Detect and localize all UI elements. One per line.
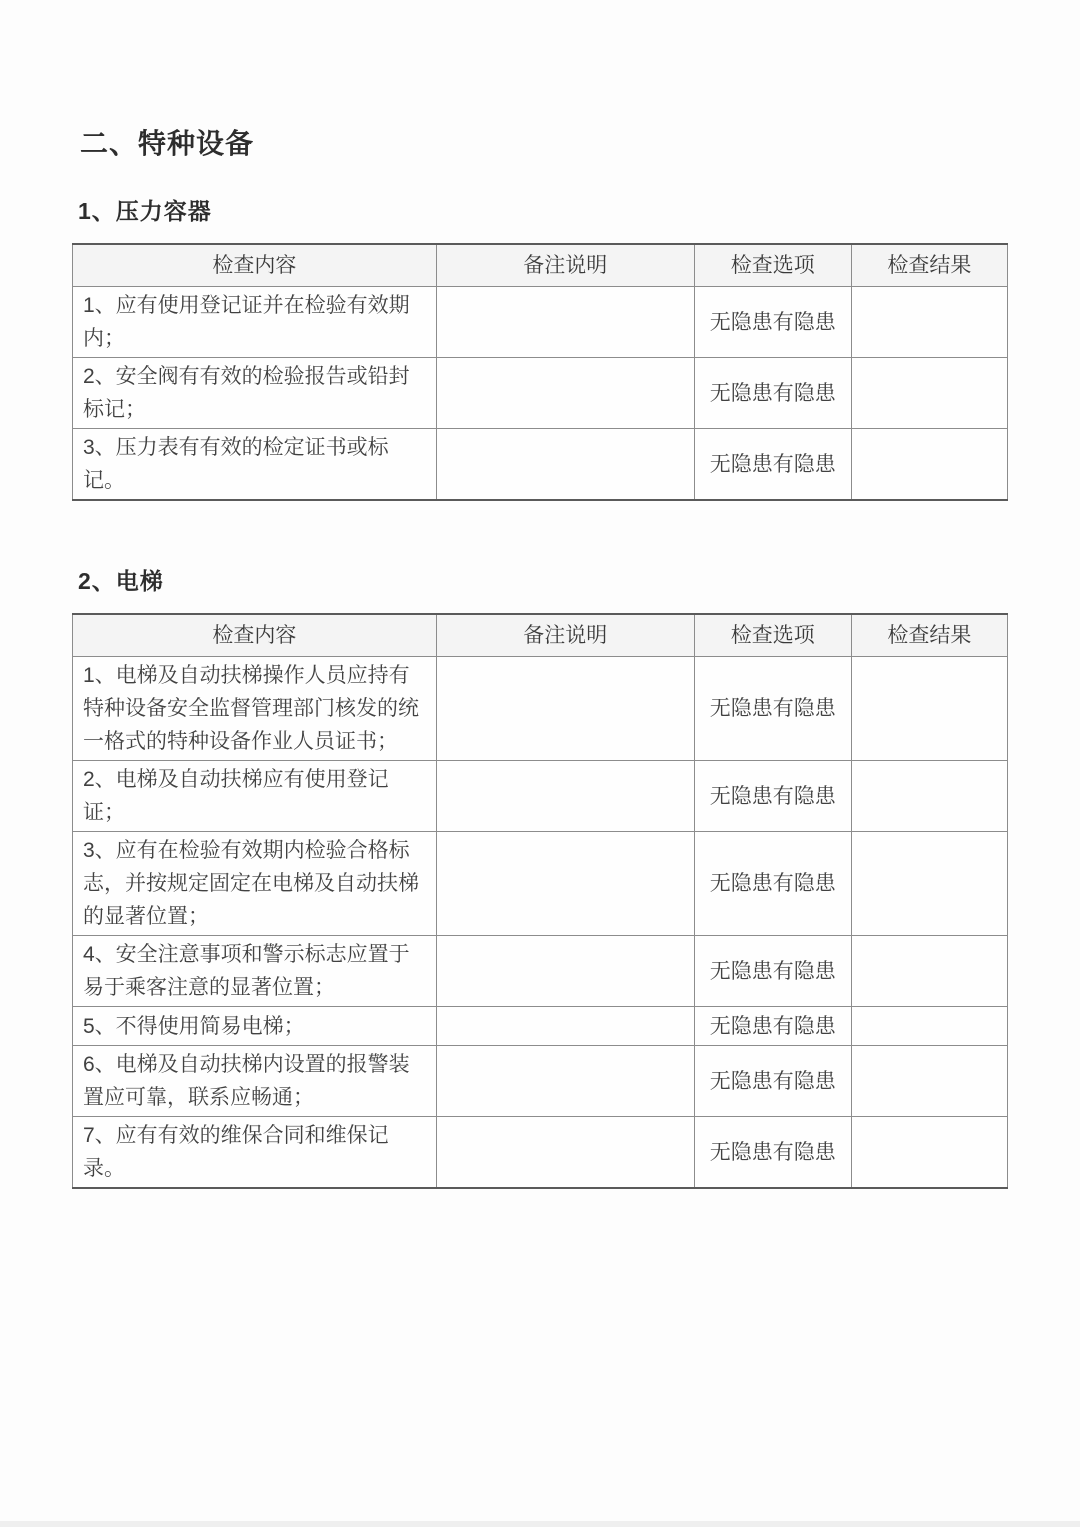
pressure-vessels-inspection-table	[72, 243, 1008, 501]
header-check-options: 检查选项	[694, 244, 851, 287]
remark-cell	[436, 657, 694, 761]
subsection-title-elevators: 2、电梯	[78, 568, 164, 594]
remark-cell	[436, 936, 694, 1007]
table-row	[73, 429, 1008, 501]
check-options-cell: 无隐患有隐患	[694, 287, 851, 358]
table-row	[73, 657, 1008, 761]
page-bottom-edge	[0, 1521, 1080, 1527]
remark-cell	[436, 832, 694, 936]
check-result-cell	[851, 429, 1007, 501]
remark-cell	[436, 429, 694, 501]
check-content-cell: 7、应有有效的维保合同和维保记录。	[73, 1117, 437, 1189]
check-options-cell: 无隐患有隐患	[694, 761, 851, 832]
header-check-result: 检查结果	[851, 244, 1007, 287]
check-content-cell: 3、应有在检验有效期内检验合格标志，并按规定固定在电梯及自动扶梯的显著位置；	[73, 832, 437, 936]
header-remarks: 备注说明	[436, 614, 694, 657]
check-options-cell: 无隐患有隐患	[694, 1046, 851, 1117]
check-result-cell	[851, 936, 1007, 1007]
check-options-cell: 无隐患有隐患	[694, 936, 851, 1007]
header-check-result: 检查结果	[851, 614, 1007, 657]
table-row	[73, 1007, 1008, 1046]
check-content-cell: 1、电梯及自动扶梯操作人员应持有特种设备安全监督管理部门核发的统一格式的特种设备作业人员证书；	[73, 657, 437, 761]
section-title: 二、特种设备	[80, 128, 255, 159]
header-check-content: 检查内容	[73, 614, 437, 657]
check-options-cell: 无隐患有隐患	[694, 1007, 851, 1046]
check-options-cell: 无隐患有隐患	[694, 429, 851, 501]
remark-cell	[436, 761, 694, 832]
table-row	[73, 761, 1008, 832]
check-result-cell	[851, 358, 1007, 429]
table-row	[73, 832, 1008, 936]
check-result-cell	[851, 657, 1007, 761]
check-result-cell	[851, 1046, 1007, 1117]
check-content-cell: 3、压力表有有效的检定证书或标记。	[73, 429, 437, 501]
elevators-inspection-table	[72, 613, 1008, 1189]
check-content-cell: 6、电梯及自动扶梯内设置的报警装置应可靠，联系应畅通；	[73, 1046, 437, 1117]
check-result-cell	[851, 287, 1007, 358]
table-row	[73, 358, 1008, 429]
table-row	[73, 936, 1008, 1007]
check-result-cell	[851, 832, 1007, 936]
remark-cell	[436, 1117, 694, 1189]
remark-cell	[436, 358, 694, 429]
remark-cell	[436, 1046, 694, 1117]
header-check-options: 检查选项	[694, 614, 851, 657]
table-row	[73, 1046, 1008, 1117]
remark-cell	[436, 287, 694, 358]
check-options-cell: 无隐患有隐患	[694, 1117, 851, 1189]
header-remarks: 备注说明	[436, 244, 694, 287]
table-header-row	[73, 614, 1008, 657]
check-content-cell: 2、电梯及自动扶梯应有使用登记证；	[73, 761, 437, 832]
check-result-cell	[851, 1117, 1007, 1189]
check-options-cell: 无隐患有隐患	[694, 657, 851, 761]
check-content-cell: 5、不得使用简易电梯；	[73, 1007, 437, 1046]
header-check-content: 检查内容	[73, 244, 437, 287]
table-header-row	[73, 244, 1008, 287]
table-row	[73, 287, 1008, 358]
check-content-cell: 4、安全注意事项和警示标志应置于易于乘客注意的显著位置；	[73, 936, 437, 1007]
check-options-cell: 无隐患有隐患	[694, 832, 851, 936]
check-result-cell	[851, 1007, 1007, 1046]
check-content-cell: 1、应有使用登记证并在检验有效期内；	[73, 287, 437, 358]
table-row	[73, 1117, 1008, 1189]
subsection-title-pressure-vessels: 1、压力容器	[78, 198, 212, 224]
check-result-cell	[851, 761, 1007, 832]
remark-cell	[436, 1007, 694, 1046]
check-content-cell: 2、安全阀有有效的检验报告或铅封标记；	[73, 358, 437, 429]
check-options-cell: 无隐患有隐患	[694, 358, 851, 429]
